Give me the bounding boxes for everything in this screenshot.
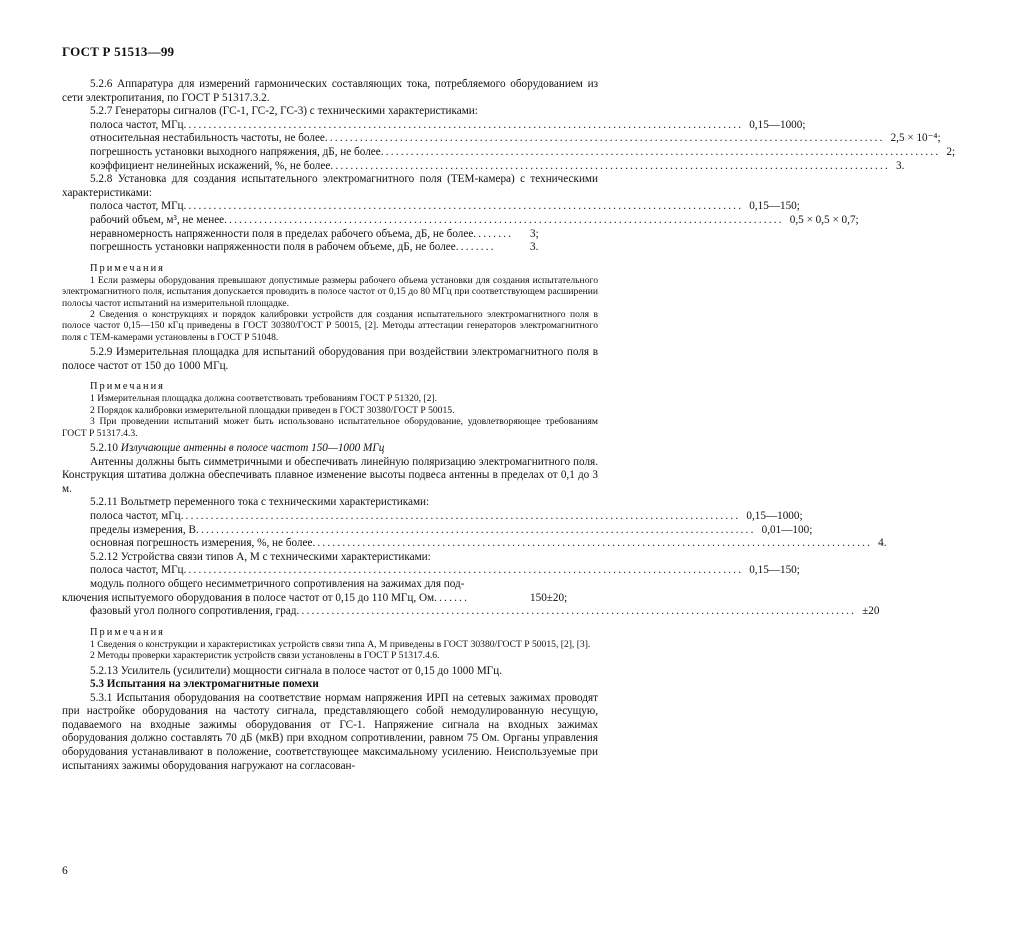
spec-row: коэффициент нелинейных искажений, %, не более ................................................................................................................ 3.	[62, 160, 598, 174]
note-item: 1 Измерительная площадка должна соответствовать требованиям ГОСТ Р 51320, [2].	[90, 393, 438, 405]
spec-row: фазовый угол полного сопротивления, град ................................................................................................................ ±20	[62, 605, 598, 619]
spec-row: погрешность установки напряженности поля в рабочем объеме, дБ, не более ........ 3.	[62, 241, 598, 255]
spec-row: относительная нестабильность частоты, не более ................................................................................................................ 2,5 × 10⁻⁴;	[62, 132, 598, 146]
doc-header: ГОСТ Р 51513—99	[62, 44, 175, 59]
para-5-2-7: 5.2.7 Генераторы сигналов (ГС-1, ГС-2, ГС-3) с техническими характеристиками:	[90, 105, 478, 118]
spec-label: коэффициент нелинейных искажений, %, не более	[90, 159, 331, 172]
spec-value: 3.	[895, 159, 905, 172]
note-item: 1 Если размеры оборудования превышают допустимые размеры рабочего объема установки для создания испытательного электромагнитного поля, испытания допускается проводить в полосе частот от 0,15 до 80 МГц при соответствующем расширении полосы частот испытаний на измерительной площадке.	[62, 274, 598, 309]
spec-label: полоса частот, МГц	[90, 564, 184, 577]
spec-value: 3;	[530, 227, 539, 240]
document-page	[62, 44, 956, 773]
spec-value: 3.	[530, 241, 539, 254]
spec-row: полоса частот, МГц ................................................................................................................ 0,15—150;	[62, 564, 598, 578]
spec-label: полоса частот, МГц	[90, 118, 184, 131]
spec-row: ключения испытуемого оборудования в полосе частот от 0,15 до 110 МГц, Ом ....... 150±20;	[62, 592, 598, 606]
para-5-2-10-body: Антенны должны быть симметричными и обеспечивать линейную поляризацию электромагнитного поля. Конструкция штатива должна обеспечивать плавное изменение высоты подвеса антенны в пределах от 0,1 до 3 м.	[62, 455, 598, 495]
spec-value: 150±20;	[530, 591, 568, 604]
spec-label: пределы измерения, В	[90, 523, 196, 536]
spec-label: погрешность установки выходного напряжения, дБ, не более	[90, 145, 381, 158]
para-5-3-1: 5.3.1 Испытания оборудования на соответствие нормам напряжения ИРП на сетевых зажимах проводят при настройке оборудования на частоту сигнала, представляющего собой немодулированную несущую, подаваемого на входные зажимы оборудования от ГС-1. Напряжение сигнала на входных зажимах оборудования должно составлять 70 дБ (мкВ) при входном сопротивлении, равном 75 Ом. Органы управления оборудования устанавливают в положение, соответствующее максимальному усилению. Неиспользуемые при испытаниях зажимы оборудования нагружают на согласован-	[62, 691, 598, 772]
spec-value: 0,15—1000;	[746, 509, 803, 522]
para-5-2-11: 5.2.11 Вольтметр переменного тока с техническими характеристиками:	[90, 496, 430, 509]
spec-label: относительная нестабильность частоты, не более	[90, 132, 325, 145]
note-item: 2 Порядок калибровки измерительной площадки приведен в ГОСТ 30380/ГОСТ Р 50015.	[90, 404, 455, 416]
spec-row: неравномерность напряженности поля в пределах рабочего объема, дБ, не более ........ 3;	[62, 228, 598, 242]
note-item: 3 При проведении испытаний может быть использовано испытательное оборудование, удовлетворяющее требованиям ГОСТ Р 51317.4.3.	[62, 416, 598, 439]
spec-label: основная погрешность измерения, %, не более	[90, 537, 313, 550]
para-5-2-6: 5.2.6 Аппаратура для измерений гармонических составляющих тока, потребляемого оборудованием из сети электропитания, по ГОСТ Р 51317.3.2.	[62, 78, 598, 104]
spec-label: ключения испытуемого оборудования в полосе частот от 0,15 до 110 МГц, Ом	[62, 591, 435, 604]
tem-spec-list	[62, 200, 859, 254]
spec-row: пределы измерения, В ................................................................................................................ 0,01—100;	[62, 524, 598, 538]
spec-value: 2;	[946, 145, 956, 158]
spec-value: 0,15—1000;	[749, 118, 806, 131]
note-item: 2 Методы проверки характеристик устройств связи установлены в ГОСТ Р 51317.4.6.	[90, 650, 440, 662]
spec-value: 2,5 × 10⁻⁴;	[890, 132, 941, 145]
spec-label: полоса частот, МГц	[90, 200, 184, 213]
spec-value: 0,15—150;	[749, 564, 800, 577]
spec-label: погрешность установки напряженности поля в рабочем объеме, дБ, не более	[90, 241, 456, 254]
spec-row	[62, 578, 598, 592]
voltmeter-spec-list	[62, 509, 887, 551]
spec-value: ±20	[862, 605, 880, 618]
spec-label: модуль полного общего несимметричного сопротивления на зажимах для под-	[90, 577, 465, 590]
note-item: 2 Сведения о конструкциях и порядок калибровки устройств для создания испытательного электромагнитного поля в полосе частот 0,15—150 кГц приведены в ГОСТ 30380/ГОСТ Р 50015, [2]. Методы аттестации генераторов электромагнитного поля с ТЕМ-камерами установлены в ГОСТ Р 51048.	[62, 308, 598, 343]
spec-label: рабочий объем, м³, не менее	[90, 213, 225, 226]
para-title: Излучающие антенны в полосе частот 150—1000 МГц	[120, 441, 385, 454]
para-5-2-8: 5.2.8 Установка для создания испытательного электромагнитного поля (ТЕМ-камера) с техническими характеристиками:	[62, 173, 598, 199]
para-5-2-12: 5.2.12 Устройства связи типов А, М с техническими характеристиками:	[90, 550, 431, 563]
notes-heading: Примечания	[90, 626, 165, 638]
note-item: 1 Сведения о конструкции и характеристиках устройств связи типа А, М приведены в ГОСТ 30380/ГОСТ Р 50015, [2], [3].	[90, 638, 591, 650]
spec-row: полоса частот, МГц ................................................................................................................ 0,15—150;	[62, 200, 598, 214]
spec-value: 4.	[878, 537, 887, 550]
para-5-2-13: 5.2.13 Усилитель (усилители) мощности сигнала в полосе частот от 0,15 до 1000 МГц.	[90, 664, 502, 677]
notes-heading: Примечания	[90, 262, 165, 274]
spec-label: неравномерность напряженности поля в пределах рабочего объема, дБ, не более	[90, 227, 474, 240]
spec-row: основная погрешность измерения, %, не более ................................................................................................................ 4.	[62, 537, 598, 551]
coupling-spec-list	[62, 564, 880, 618]
spec-label: полоса частот, мГц	[90, 509, 181, 522]
page-number: 6	[62, 865, 68, 877]
spec-value: 0,5 × 0,5 × 0,7;	[789, 213, 859, 226]
para-number: 5.2.10	[90, 441, 118, 454]
spec-row: погрешность установки выходного напряжения, дБ, не более ................................................................................................................ 2;	[62, 146, 598, 160]
para-5-2-10-heading	[62, 442, 598, 456]
generator-spec-list	[62, 118, 956, 173]
spec-value: 0,15—150;	[749, 200, 800, 213]
spec-row: полоса частот, мГц ................................................................................................................ 0,15—1000;	[62, 510, 598, 524]
spec-value: 0,01—100;	[761, 523, 813, 536]
spec-row: полоса частот, МГц ................................................................................................................ 0,15—1000;	[62, 119, 598, 133]
section-5-3-heading: 5.3 Испытания на электромагнитные помехи	[90, 678, 319, 691]
spec-row: рабочий объем, м³, не менее ................................................................................................................ 0,5 × 0,5 × 0,7;	[62, 214, 598, 228]
spec-label: фазовый угол полного сопротивления, град	[90, 605, 297, 618]
para-5-2-9: 5.2.9 Измерительная площадка для испытаний оборудования при воздействии электромагнитного поля в полосе частот от 150 до 1000 МГц.	[62, 346, 598, 372]
notes-heading: Примечания	[90, 381, 165, 393]
